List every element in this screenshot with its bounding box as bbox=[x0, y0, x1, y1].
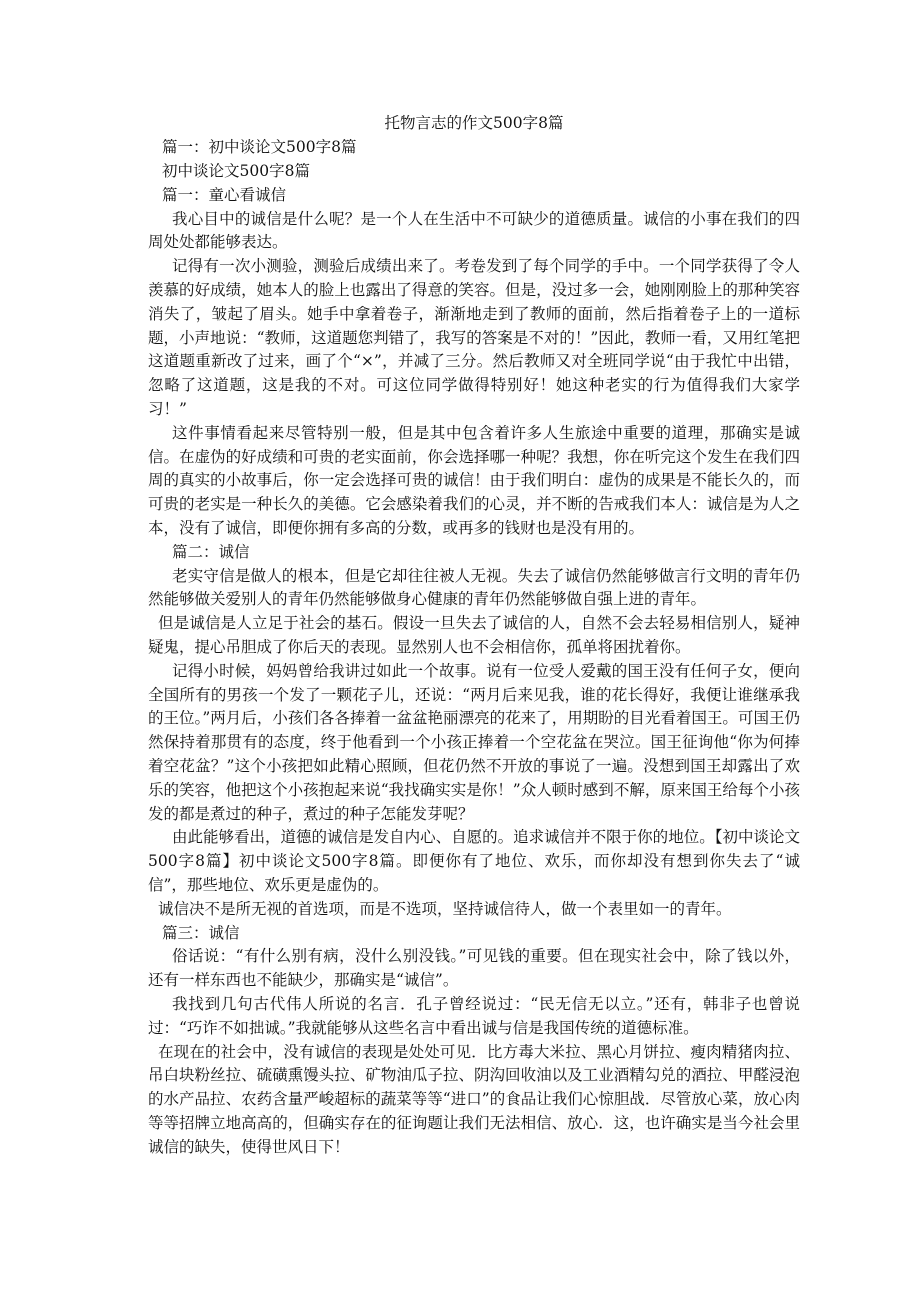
paragraph: 诚信决不是所无视的首选项，而是不选项，坚持诚信待人，做一个表里如一的青年。 bbox=[158, 899, 732, 918]
document-body bbox=[148, 112, 800, 1160]
chapter-heading: 篇三：诚信 bbox=[162, 923, 240, 942]
chapter-heading: 篇一：童心看诚信 bbox=[162, 185, 287, 204]
section-heading: 篇一：初中谈论文500字8篇 bbox=[162, 138, 357, 157]
paragraph: 俗话说：“有什么别有病，没什么别没钱。”可见钱的重要。但在现实社会中，除了钱以外，还有一样东西也不能缺少，那确实是“诚信”。 bbox=[148, 947, 800, 990]
paragraph: 记得小时候，妈妈曾给我讲过如此一个故事。说有一位受人爱戴的国王没有任何子女，便向全国所有的男孩一个发了一颗花子儿，还说：“两月后来见我，谁的花长得好，我便让谁继承我的王位。”两月后，小孩们各各捧着一盆盆艳丽漂亮的花来了，用期盼的目光看着国王。可国王仍然保持着那贯有的态度，终于他看到一个小孩正捧着一个空花盆在哭泣。国王征询他“你为何捧着空花盆？”这个小孩把如此精心照顾，但花仍然不开放的事说了一遍。没想到国王却露出了欢乐的笑容，他把这个小孩抱起来说“我找确实实是你！”众人顿时感到不解，原来国王给每个小孩发的都是煮过的种子，煮过的种子怎能发芽呢？ bbox=[148, 661, 800, 823]
document-title: 托物言志的作文500字8篇 bbox=[384, 114, 564, 132]
section-subheading: 初中谈论文500字8篇 bbox=[162, 162, 310, 181]
paragraph: 记得有一次小测验，测验后成绩出来了。考卷发到了每个同学的手中。一个同学获得了令人羡慕的好成绩，她本人的脸上也露出了得意的笑容。但是，没过多一会，她刚刚脸上的那种笑容消失了，皱起了眉头。她手中拿着卷子，渐渐地走到了教师的面前，然后指着卷子上的一道标题，小声地说：“教师，这道题您判错了，我写的答案是不对的！”因此，教师一看，又用红笔把这道题重新改了过来，画了个“×”，并减了三分。然后教师又对全班同学说“由于我忙中出错，忽略了这道题，这是我的不对。可这位同学做得特别好！她这种老实的行为值得我们大家学习！” bbox=[148, 257, 800, 419]
paragraph: 我找到几句古代伟人所说的名言．孔子曾经说过：“民无信无以立。”还有，韩非子也曾说过：“巧诈不如拙诚。”我就能够从这些名言中看出诚与信是我国传统的道德标准。 bbox=[148, 994, 800, 1037]
paragraph: 这件事情看起来尽管特别一般，但是其中包含着许多人生旅途中重要的道理，那确实是诚信。在虚伪的好成绩和可贵的老实面前，你会选择哪一种呢？我想，你在听完这个发生在我们四周的真实的小故事后，你一定会选择可贵的诚信！由于我们明白：虚伪的成果是不能长久的，而可贵的老实是一种长久的美德。它会感染着我们的心灵，并不断的告戒我们本人：诚信是为人之本，没有了诚信，即便你拥有多高的分数，或再多的钱财也是没有用的。 bbox=[148, 423, 800, 538]
paragraph: 老实守信是做人的根本，但是它却往往被人无视。失去了诚信仍然能够做言行文明的青年仍然能够做关爱别人的青年仍然能够做身心健康的青年仍然能够做自强上进的青年。 bbox=[148, 566, 800, 609]
paragraph: 由此能够看出，道德的诚信是发自内心、自愿的。追求诚信并不限于你的地位。【初中谈论文500字8篇】初中谈论文500字8篇。即便你有了地位、欢乐，而你却没有想到你失去了“诚信”，那些地位、欢乐更是虚伪的。 bbox=[148, 828, 800, 894]
paragraph: 但是诚信是人立足于社会的基石。假设一旦失去了诚信的人，自然不会去轻易相信别人，疑神疑鬼，提心吊胆成了你后天的表现。显然别人也不会相信你，孤单将困扰着你。 bbox=[148, 614, 800, 657]
paragraph: 在现在的社会中，没有诚信的表现是处处可见．比方毒大米拉、黑心月饼拉、瘦肉精猪肉拉、吊白块粉丝拉、硫磺熏馒头拉、矿物油瓜子拉、阴沟回收油以及工业酒精勾兑的酒拉、甲醛浸泡的水产品拉、农药含量严峻超标的蔬菜等等“进口”的食品让我们心惊胆战．尽管放心菜，放心肉等等招牌立地高高的，但确实存在的征询题让我们无法相信、放心．这，也许确实是当今社会里诚信的缺失，使得世风日下！ bbox=[148, 1042, 800, 1156]
paragraph: 我心目中的诚信是什么呢？是一个人在生活中不可缺少的道德质量。诚信的小事在我们的四周处处都能够表达。 bbox=[148, 209, 800, 252]
chapter-heading: 篇二：诚信 bbox=[172, 542, 250, 561]
